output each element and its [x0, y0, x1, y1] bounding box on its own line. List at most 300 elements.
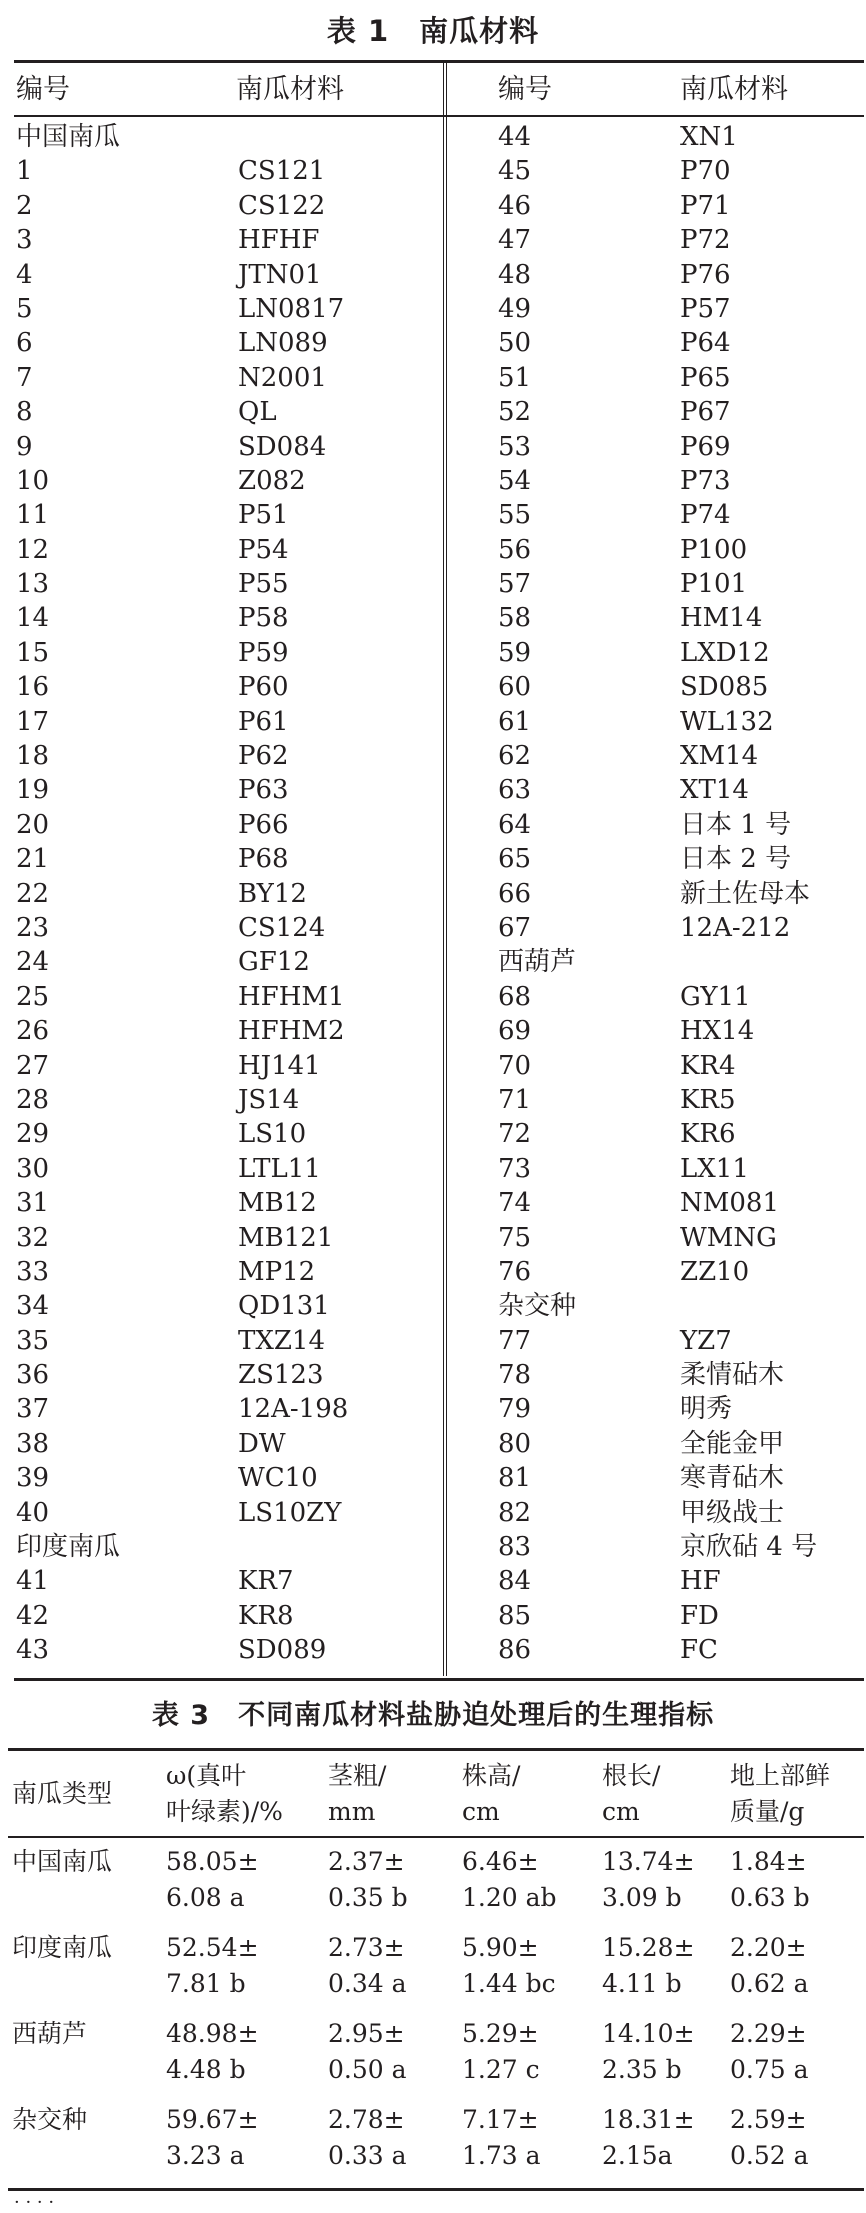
- table-row: [0, 1152, 440, 1186]
- height-sd: 1.73 a: [462, 2141, 541, 2170]
- group-label: 西葫芦: [498, 947, 577, 978]
- material-number: 47: [498, 225, 532, 256]
- material-name: P70: [680, 156, 731, 187]
- table-row: [450, 1049, 866, 1083]
- table-row: [450, 1117, 866, 1151]
- table-row: [0, 430, 440, 464]
- material-name: GF12: [238, 947, 310, 978]
- material-number: 86: [498, 1635, 532, 1666]
- material-name: P55: [238, 569, 289, 600]
- material-number: 70: [498, 1050, 532, 1081]
- material-name: HX14: [680, 1016, 755, 1047]
- table1-right-column: [450, 120, 866, 1668]
- material-number: 45: [498, 156, 532, 187]
- material-name: HF: [680, 1566, 721, 1597]
- table-row: [0, 1186, 440, 1220]
- table-row: [0, 911, 440, 945]
- material-name: P76: [680, 259, 731, 290]
- material-name: LX11: [680, 1153, 749, 1184]
- material-name: P63: [238, 775, 289, 806]
- table-row: [0, 601, 440, 635]
- material-number: 73: [498, 1153, 532, 1184]
- table1-header-rule: [14, 115, 864, 117]
- material-number: 40: [16, 1497, 50, 1528]
- material-number: 7: [16, 362, 33, 393]
- material-number: 49: [498, 293, 532, 324]
- material-number: 29: [16, 1119, 50, 1150]
- material-number: 44: [498, 122, 532, 152]
- material-number: 28: [16, 1084, 50, 1115]
- material-number: 26: [16, 1016, 50, 1047]
- table-row: [450, 258, 866, 292]
- table-row: [450, 154, 866, 188]
- table3-header: [0, 1758, 866, 1832]
- chl-mean: 52.54±: [166, 1933, 259, 1962]
- column-header-line1: 株高/: [462, 1761, 521, 1790]
- material-name: P62: [238, 741, 289, 772]
- table-row: [450, 1496, 866, 1530]
- material-name: ZZ10: [680, 1256, 750, 1287]
- table-row: [0, 739, 440, 773]
- material-name: 日本 1 号: [680, 809, 792, 840]
- material-name: XM14: [680, 741, 759, 772]
- material-name: P61: [238, 706, 289, 737]
- material-name: 12A-198: [238, 1394, 349, 1425]
- table-row: [450, 189, 866, 223]
- material-name: 全能金甲: [680, 1428, 785, 1459]
- pumpkin-type: 中国南瓜: [12, 1847, 113, 1876]
- table-row: [0, 533, 440, 567]
- column-header-line1: 地上部鲜: [730, 1761, 831, 1790]
- fresh-sd: 0.75 a: [730, 2055, 809, 2084]
- table3-top-rule: [8, 1748, 864, 1751]
- material-number: 14: [16, 603, 50, 634]
- root-sd: 4.11 b: [602, 1969, 682, 1998]
- table-row: [0, 326, 440, 360]
- material-number: 21: [16, 844, 50, 875]
- table-row: [450, 945, 866, 979]
- table-row: [450, 670, 866, 704]
- height-sd: 1.44 bc: [462, 1969, 556, 1998]
- material-number: 17: [16, 706, 50, 737]
- fresh-mean: 2.20±: [730, 1933, 807, 1962]
- table-row: [0, 464, 440, 498]
- material-name: WL132: [680, 706, 774, 737]
- material-name: P71: [680, 190, 731, 221]
- material-number: 9: [16, 431, 33, 462]
- root-mean: 13.74±: [602, 1847, 695, 1876]
- table-row: [0, 1844, 866, 1924]
- material-number: 58: [498, 603, 532, 634]
- group-label: 印度南瓜: [16, 1532, 121, 1563]
- table-row: [0, 705, 440, 739]
- chl-sd: 3.23 a: [166, 2141, 245, 2170]
- material-name: SD084: [238, 431, 327, 462]
- chl-sd: 6.08 a: [166, 1883, 245, 1912]
- material-name: HFHM1: [238, 981, 345, 1012]
- material-number: 25: [16, 981, 50, 1012]
- table-row: [450, 773, 866, 807]
- table-row: [0, 945, 440, 979]
- table-row: [0, 1049, 440, 1083]
- material-name: 明秀: [680, 1394, 733, 1425]
- table-row: [450, 361, 866, 395]
- page-footer-mark: · · · ·: [14, 2192, 55, 2213]
- material-name: P100: [680, 534, 748, 565]
- table-row: [0, 498, 440, 532]
- material-number: 75: [498, 1222, 532, 1253]
- table-row: [0, 1221, 440, 1255]
- column-header-line2: cm: [462, 1797, 500, 1826]
- material-name: LS10ZY: [238, 1497, 342, 1528]
- column-header-line2: cm: [602, 1797, 640, 1826]
- material-name: P59: [238, 637, 289, 668]
- table1-top-rule: [14, 60, 864, 63]
- material-name: LN089: [238, 328, 328, 359]
- material-name: HJ141: [238, 1050, 321, 1081]
- table-row: [0, 1599, 440, 1633]
- material-name: P69: [680, 431, 731, 462]
- material-number: 72: [498, 1119, 532, 1150]
- fresh-mean: 2.59±: [730, 2105, 807, 2134]
- material-number: 48: [498, 259, 532, 290]
- material-name: YZ7: [680, 1325, 732, 1356]
- group-label: 杂交种: [498, 1291, 577, 1322]
- material-number: 23: [16, 912, 50, 943]
- header-right-material: 南瓜材料: [680, 74, 788, 105]
- material-number: 46: [498, 190, 532, 221]
- material-number: 66: [498, 878, 532, 909]
- material-number: 51: [498, 362, 532, 393]
- material-name: LXD12: [680, 637, 770, 668]
- table-row: [0, 223, 440, 257]
- material-name: 12A-212: [680, 912, 791, 943]
- table-row: [450, 705, 866, 739]
- material-number: 42: [16, 1600, 50, 1631]
- table-row: [0, 1324, 440, 1358]
- chl-sd: 7.81 b: [166, 1969, 246, 1998]
- material-name: QL: [238, 397, 277, 428]
- material-name: CS124: [238, 912, 326, 943]
- fresh-mean: 2.29±: [730, 2019, 807, 2048]
- fresh-sd: 0.52 a: [730, 2141, 809, 2170]
- material-name: LN0817: [238, 293, 345, 324]
- material-number: 10: [16, 465, 50, 496]
- table-row: [450, 1530, 866, 1564]
- column-header-line2: mm: [328, 1797, 376, 1826]
- material-name: P51: [238, 500, 289, 531]
- table-row: [450, 1289, 866, 1323]
- table-row: [0, 258, 440, 292]
- material-name: CS121: [238, 156, 326, 187]
- fresh-sd: 0.62 a: [730, 1969, 809, 1998]
- material-name: LTL11: [238, 1153, 321, 1184]
- table-row: [450, 911, 866, 945]
- material-number: 5: [16, 293, 33, 324]
- table-row: [0, 1117, 440, 1151]
- material-number: 50: [498, 328, 532, 359]
- table-row: [450, 430, 866, 464]
- table-row: [450, 1358, 866, 1392]
- table-row: [450, 1564, 866, 1598]
- table-row: [0, 567, 440, 601]
- table-row: [0, 1564, 440, 1598]
- material-name: XT14: [680, 775, 749, 806]
- column-header-line2: 叶绿素)/%: [166, 1797, 283, 1826]
- table3-caption: 表 3 不同南瓜材料盐胁迫处理后的生理指标: [151, 1700, 715, 1731]
- material-number: 2: [16, 190, 33, 221]
- root-sd: 2.35 b: [602, 2055, 682, 2084]
- table1-caption: 表 1 南瓜材料: [326, 14, 540, 48]
- chl-mean: 48.98±: [166, 2019, 259, 2048]
- table-row: [450, 1014, 866, 1048]
- material-number: 56: [498, 534, 532, 565]
- material-number: 22: [16, 878, 50, 909]
- chl-mean: 59.67±: [166, 2105, 259, 2134]
- table-row: [0, 773, 440, 807]
- root-mean: 18.31±: [602, 2105, 695, 2134]
- material-number: 38: [16, 1428, 50, 1459]
- material-number: 20: [16, 809, 50, 840]
- table-row: [450, 739, 866, 773]
- table-row: [450, 842, 866, 876]
- column-header-line2: 质量/g: [730, 1797, 805, 1826]
- material-name: KR5: [680, 1084, 736, 1115]
- material-number: 31: [16, 1188, 50, 1219]
- material-name: P67: [680, 397, 731, 428]
- table-row: [0, 1289, 440, 1323]
- material-number: 78: [498, 1360, 532, 1391]
- table-row: [0, 292, 440, 326]
- stem-mean: 2.95±: [328, 2019, 405, 2048]
- table-row: [450, 464, 866, 498]
- material-number: 16: [16, 672, 50, 703]
- material-name: ZS123: [238, 1360, 324, 1391]
- stem-sd: 0.35 b: [328, 1883, 408, 1912]
- material-name: HFHF: [238, 225, 320, 256]
- height-mean: 5.90±: [462, 1933, 539, 1962]
- material-number: 84: [498, 1566, 532, 1597]
- material-name: WC10: [238, 1463, 318, 1494]
- material-number: 18: [16, 741, 50, 772]
- material-number: 63: [498, 775, 532, 806]
- table-row: [450, 1461, 866, 1495]
- material-number: 80: [498, 1428, 532, 1459]
- material-name: JTN01: [238, 259, 322, 290]
- material-number: 6: [16, 328, 33, 359]
- material-name: LS10: [238, 1119, 307, 1150]
- table-row: [0, 395, 440, 429]
- material-number: 12: [16, 534, 50, 565]
- material-number: 36: [16, 1360, 50, 1391]
- material-number: 43: [16, 1635, 50, 1666]
- material-number: 61: [498, 706, 532, 737]
- table-row: [0, 1358, 440, 1392]
- material-name: 日本 2 号: [680, 844, 792, 875]
- table-row: [450, 1083, 866, 1117]
- header-left-no: 编号: [16, 74, 70, 105]
- material-name: MB12: [238, 1188, 317, 1219]
- table-row: [0, 1461, 440, 1495]
- fresh-sd: 0.63 b: [730, 1883, 810, 1912]
- material-name: WMNG: [680, 1222, 777, 1253]
- material-name: GY11: [680, 981, 751, 1012]
- material-name: CS122: [238, 190, 326, 221]
- material-number: 13: [16, 569, 50, 600]
- fresh-mean: 1.84±: [730, 1847, 807, 1876]
- root-sd: 3.09 b: [602, 1883, 682, 1912]
- material-name: KR7: [238, 1566, 294, 1597]
- material-number: 27: [16, 1050, 50, 1081]
- chl-mean: 58.05±: [166, 1847, 259, 1876]
- material-number: 81: [498, 1463, 532, 1494]
- material-number: 39: [16, 1463, 50, 1494]
- material-number: 55: [498, 500, 532, 531]
- table-row: [0, 1496, 440, 1530]
- material-number: 67: [498, 912, 532, 943]
- material-number: 15: [16, 637, 50, 668]
- table-row: [0, 636, 440, 670]
- material-name: P60: [238, 672, 289, 703]
- column-header-line1: 根长/: [602, 1761, 661, 1790]
- stem-sd: 0.34 a: [328, 1969, 407, 1998]
- material-name: P74: [680, 500, 731, 531]
- table-row: [450, 1255, 866, 1289]
- height-mean: 6.46±: [462, 1847, 539, 1876]
- material-name: MB121: [238, 1222, 334, 1253]
- material-number: 35: [16, 1325, 50, 1356]
- header-right-no: 编号: [498, 74, 552, 105]
- table-row: [450, 120, 866, 154]
- material-number: 76: [498, 1256, 532, 1287]
- height-sd: 1.27 c: [462, 2055, 540, 2084]
- material-number: 41: [16, 1566, 50, 1597]
- table-row: [0, 808, 440, 842]
- column-header-line1: 南瓜类型: [12, 1779, 113, 1808]
- chl-sd: 4.48 b: [166, 2055, 246, 2084]
- stem-sd: 0.50 a: [328, 2055, 407, 2084]
- material-number: 62: [498, 741, 532, 772]
- table-row: [0, 1255, 440, 1289]
- column-header-line1: 茎粗/: [328, 1761, 387, 1790]
- table-row: [0, 361, 440, 395]
- table-row: [450, 1599, 866, 1633]
- stem-mean: 2.37±: [328, 1847, 405, 1876]
- table-row: [450, 498, 866, 532]
- table-row: [450, 601, 866, 635]
- material-name: N2001: [238, 362, 327, 393]
- material-name: KR4: [680, 1050, 736, 1081]
- material-name: FD: [680, 1600, 719, 1631]
- material-name: 新土佐母本: [680, 878, 811, 909]
- table1-bottom-rule: [14, 1678, 864, 1681]
- material-name: 寒青砧木: [680, 1463, 785, 1494]
- material-number: 69: [498, 1016, 532, 1047]
- material-number: 34: [16, 1291, 50, 1322]
- material-number: 11: [16, 500, 50, 531]
- table-row: [450, 877, 866, 911]
- material-name: HM14: [680, 603, 763, 634]
- material-number: 71: [498, 1084, 532, 1115]
- table-row: [450, 223, 866, 257]
- material-name: P72: [680, 225, 731, 256]
- material-number: 19: [16, 775, 50, 806]
- material-number: 8: [16, 397, 33, 428]
- material-number: 30: [16, 1153, 50, 1184]
- group-label: 中国南瓜: [16, 122, 121, 152]
- material-number: 32: [16, 1222, 50, 1253]
- table-row: [450, 1633, 866, 1667]
- material-number: 74: [498, 1188, 532, 1219]
- table-row: [450, 1427, 866, 1461]
- material-name: P73: [680, 465, 731, 496]
- material-name: P65: [680, 362, 731, 393]
- material-name: P101: [680, 569, 748, 600]
- material-name: SD085: [680, 672, 769, 703]
- material-name: MP12: [238, 1256, 316, 1287]
- material-name: 京欣砧 4 号: [680, 1532, 818, 1563]
- stem-sd: 0.33 a: [328, 2141, 407, 2170]
- material-number: 59: [498, 637, 532, 668]
- material-number: 37: [16, 1394, 50, 1425]
- table-row: [0, 980, 440, 1014]
- material-number: 3: [16, 225, 33, 256]
- table-row: [450, 533, 866, 567]
- root-sd: 2.15a: [602, 2141, 673, 2170]
- material-name: JS14: [238, 1084, 300, 1115]
- pumpkin-type: 印度南瓜: [12, 1933, 113, 1962]
- pumpkin-type: 杂交种: [12, 2105, 88, 2134]
- table-row: [0, 670, 440, 704]
- material-number: 54: [498, 465, 532, 496]
- table-row: [450, 326, 866, 360]
- table-row: [0, 1930, 866, 2010]
- table1-header: [0, 66, 866, 114]
- material-number: 82: [498, 1497, 532, 1528]
- table-row: [450, 395, 866, 429]
- material-number: 53: [498, 431, 532, 462]
- material-name: BY12: [238, 878, 307, 909]
- material-name: 柔情砧木: [680, 1360, 785, 1391]
- table-row: [0, 189, 440, 223]
- height-mean: 5.29±: [462, 2019, 539, 2048]
- material-number: 85: [498, 1600, 532, 1631]
- root-mean: 15.28±: [602, 1933, 695, 1962]
- material-number: 4: [16, 259, 33, 290]
- material-name: P57: [680, 293, 731, 324]
- table-row: [0, 154, 440, 188]
- material-name: NM081: [680, 1188, 779, 1219]
- table3-bottom-rule: [8, 2188, 864, 2191]
- table-row: [0, 1427, 440, 1461]
- table-row: [450, 1152, 866, 1186]
- root-mean: 14.10±: [602, 2019, 695, 2048]
- stem-mean: 2.78±: [328, 2105, 405, 2134]
- material-number: 52: [498, 397, 532, 428]
- table-row: [0, 2016, 866, 2096]
- material-number: 60: [498, 672, 532, 703]
- material-number: 57: [498, 569, 532, 600]
- material-number: 83: [498, 1532, 532, 1563]
- table1-column-divider: [443, 62, 447, 1676]
- table-row: [450, 1392, 866, 1426]
- material-name: TXZ14: [238, 1325, 326, 1356]
- material-name: FC: [680, 1635, 718, 1666]
- table-row: [450, 808, 866, 842]
- material-name: Z082: [238, 465, 306, 496]
- material-name: XN1: [680, 122, 738, 152]
- table1-left-column: [0, 120, 440, 1668]
